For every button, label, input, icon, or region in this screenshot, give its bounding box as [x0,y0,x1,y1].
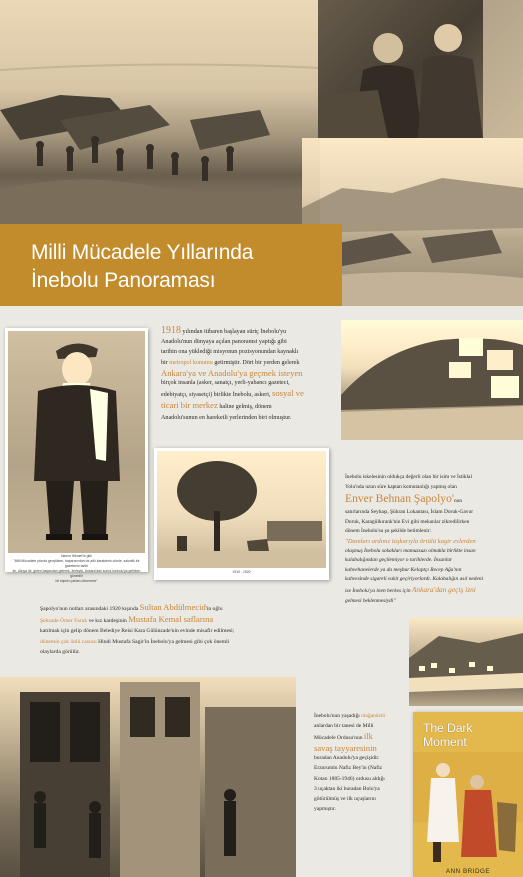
intro-line-9: Anadolu'sunun en hareketli yerlerinden biri olmuştur. [161,414,292,421]
sehzade-line-1b: 'in oğlu [205,606,223,612]
aircraft-line-3a: Mücadele Ordusu'nun [314,735,364,742]
title-band [0,224,342,306]
intro-line-7a: edebiyatçı, siyasetçi) birlikte İnebolu, askeri, [161,392,273,399]
portrait-caption-title: Nazım Hikmet'in gibi [61,554,92,558]
book-illustration [413,712,523,877]
portrait-caption-line-4: bir kişinin çaktan dönemine" [55,579,98,583]
aircraft-line-7: Kotan 1885-1946) ordusu aldığı [314,775,385,782]
portrait-caption-line-3: ile, dünya ile, gelen başarıdan gelerek, ilerleyip, Ankara'dan sonra İnebolu'ya gelirken günebilir [12,569,141,578]
aircraft-line-8: 3 uçaktan iki buradan Bolu'ya [314,785,380,792]
quote-line-6a: ise İnebolu'ya inen herkes için [345,587,412,594]
name-suffix: nun [454,498,463,505]
hillside-town-photo [341,320,523,440]
aircraft-line-1a: İnebolu'nun yaşadığı [314,713,362,719]
intro-line-4a: bir [161,359,170,366]
sultan-highlight: Sultan Abdülmecid [139,602,206,612]
aircraft-line-6: Erzurumlu Nafiz Bey'in (Nafiz [314,765,383,772]
year-highlight: 1918 [161,325,181,336]
portrait-frame [5,328,148,583]
ilk-highlight: ilk [363,731,373,742]
two-men-photo [318,0,523,138]
sapolyo-paragraph [345,473,523,606]
sehzade-line-4b: Hindi Mustafa Sagir'in İnebolu'ya gelmesi gibi çok önemli [96,638,230,645]
aircraft-line-5: buradan Anadolu'ya geçişidir. [314,755,380,762]
intro-line-8b: haline gelmiş, dönem [217,404,272,411]
sehzade-line-3: katılmak için gelip dönem Belediye Reisi Kara Gülünzade'nin evinde misafir edilmesi; [40,628,235,635]
intro-line-2: Anadolu'nun dünyaya açılan panoramsi yaptığı gibi [161,339,287,346]
sapolyo-line-1: İnebolu iskelesinin oldukça değerli olan bir isim ve İstiklal [345,474,472,480]
quote-line-4: kahvehanelerde ya da meşhur Kelaptçı Recep Ağa'nın [345,566,462,573]
intro-paragraph [161,326,336,423]
sehzade-line-5: olaylarda görülür. [40,648,80,655]
quote-line-1: "Damları ardınız taşkarıyla örtülü kagir evlerden [345,537,476,545]
portrait-caption-line-2: "Milli Mücadele yılında gençlikten, başarısından bir adlı karakterin cümle, salonlik bir gazetenin tarihi [13,559,140,568]
sosyal-highlight: sosyal ve [272,388,304,399]
casus-highlight: dönemin çok ünlü casusu [40,638,97,645]
metropol-highlight: metropol konumu [169,359,213,366]
tayyare-highlight: savaş tayyaresinin [314,743,377,754]
aircraft-line-9: götürülmüş ve ilk uçuşlarını [314,795,376,802]
book-title-line-2: Moment [423,735,467,749]
page-title-line-1: Milli Mücadele Yıllarında [31,241,254,264]
intro-line-3: tarihin ona yüklediği misyonun pozisyonundan kaynaklı [161,349,299,356]
page-title-line-2: İnebolu Panoraması [31,269,216,292]
tree-photo-caption: 1910 - 1920 [232,570,251,574]
portrait-photo [8,331,145,553]
beach-boats-photo [0,0,320,224]
intro-line-1: yılından itibaren başlayan sürtç İnebolu'yu [181,329,287,335]
sehzade-line-1a: Şapolyo'nun notları arasındaki 1920 kışında [40,606,140,612]
aircraft-paragraph [314,711,414,814]
book-title-line-1: The Dark [423,721,473,735]
book-author: ANN BRIDGE [445,868,491,875]
ankara-gecis-highlight: Ankara'dan geçiş izni [411,584,476,594]
tree-photo-frame [154,448,329,580]
olaganustu-highlight: olağanüstü [361,713,385,719]
aircraft-line-2: anlardan bir tanesi de Milli [314,723,374,730]
mustafa-kemal-highlight: Mustafa Kemal saflarına [128,614,214,625]
sehzade-highlight: Şehzade Ömer Faruk [40,618,88,625]
street-scene-photo [0,677,296,877]
sapolyo-line-5: dönem İnebolu'su şu şekilde betimlenir: [345,528,432,535]
aircraft-line-10: yapmıştır. [314,805,336,812]
enver-behnan-name: Enver Behnan Şapolyo' [345,492,454,506]
quote-line-5: kahvesinde sigareli vakit geçiriyorlardı. Kalabalığın asıl nedeni [345,576,484,583]
quote-line-7: gelmesi beklenmesiydi" [345,597,396,604]
intro-line-4b: getirmiştir. Dört bir yerden gelerek [212,359,300,366]
sapolyo-line-4: Doruk, Karagülkırank'nin Evi gibi mekanlar zikredilirken [345,518,470,525]
sehzade-paragraph [40,602,340,657]
portrait-caption [9,554,144,584]
ankara-highlight: Ankara'ya ve Anadolu'ya geçmek isteyen [161,367,303,378]
quote-line-2: oluşmuş İnebolu sokakları mamuzsuzı olmakla birlikte insan [345,547,476,554]
sapolyo-line-2: Yolu'nda uzun süre kaptan komutanlığı yapmış olan [345,483,457,490]
harbor-view-photo [409,618,523,706]
sapolyo-line-3: satırlarında Seyhaşı, Şükran Lokantası, İslam Doruk-Gavur [345,509,473,516]
ticari-highlight: ticari bir merkez [161,400,218,411]
quote-line-3: kalabalığından geçilemiyor o tarihlerde. İnsanlar [345,557,453,564]
tree-photo [157,451,326,568]
intro-line-6: birçok insanla (asker, sanatçı, yerli-yabancı gazeteci, [161,380,290,387]
book-cover [413,712,523,877]
sehzade-line-2a: ve kız kardeşinin [87,618,129,625]
